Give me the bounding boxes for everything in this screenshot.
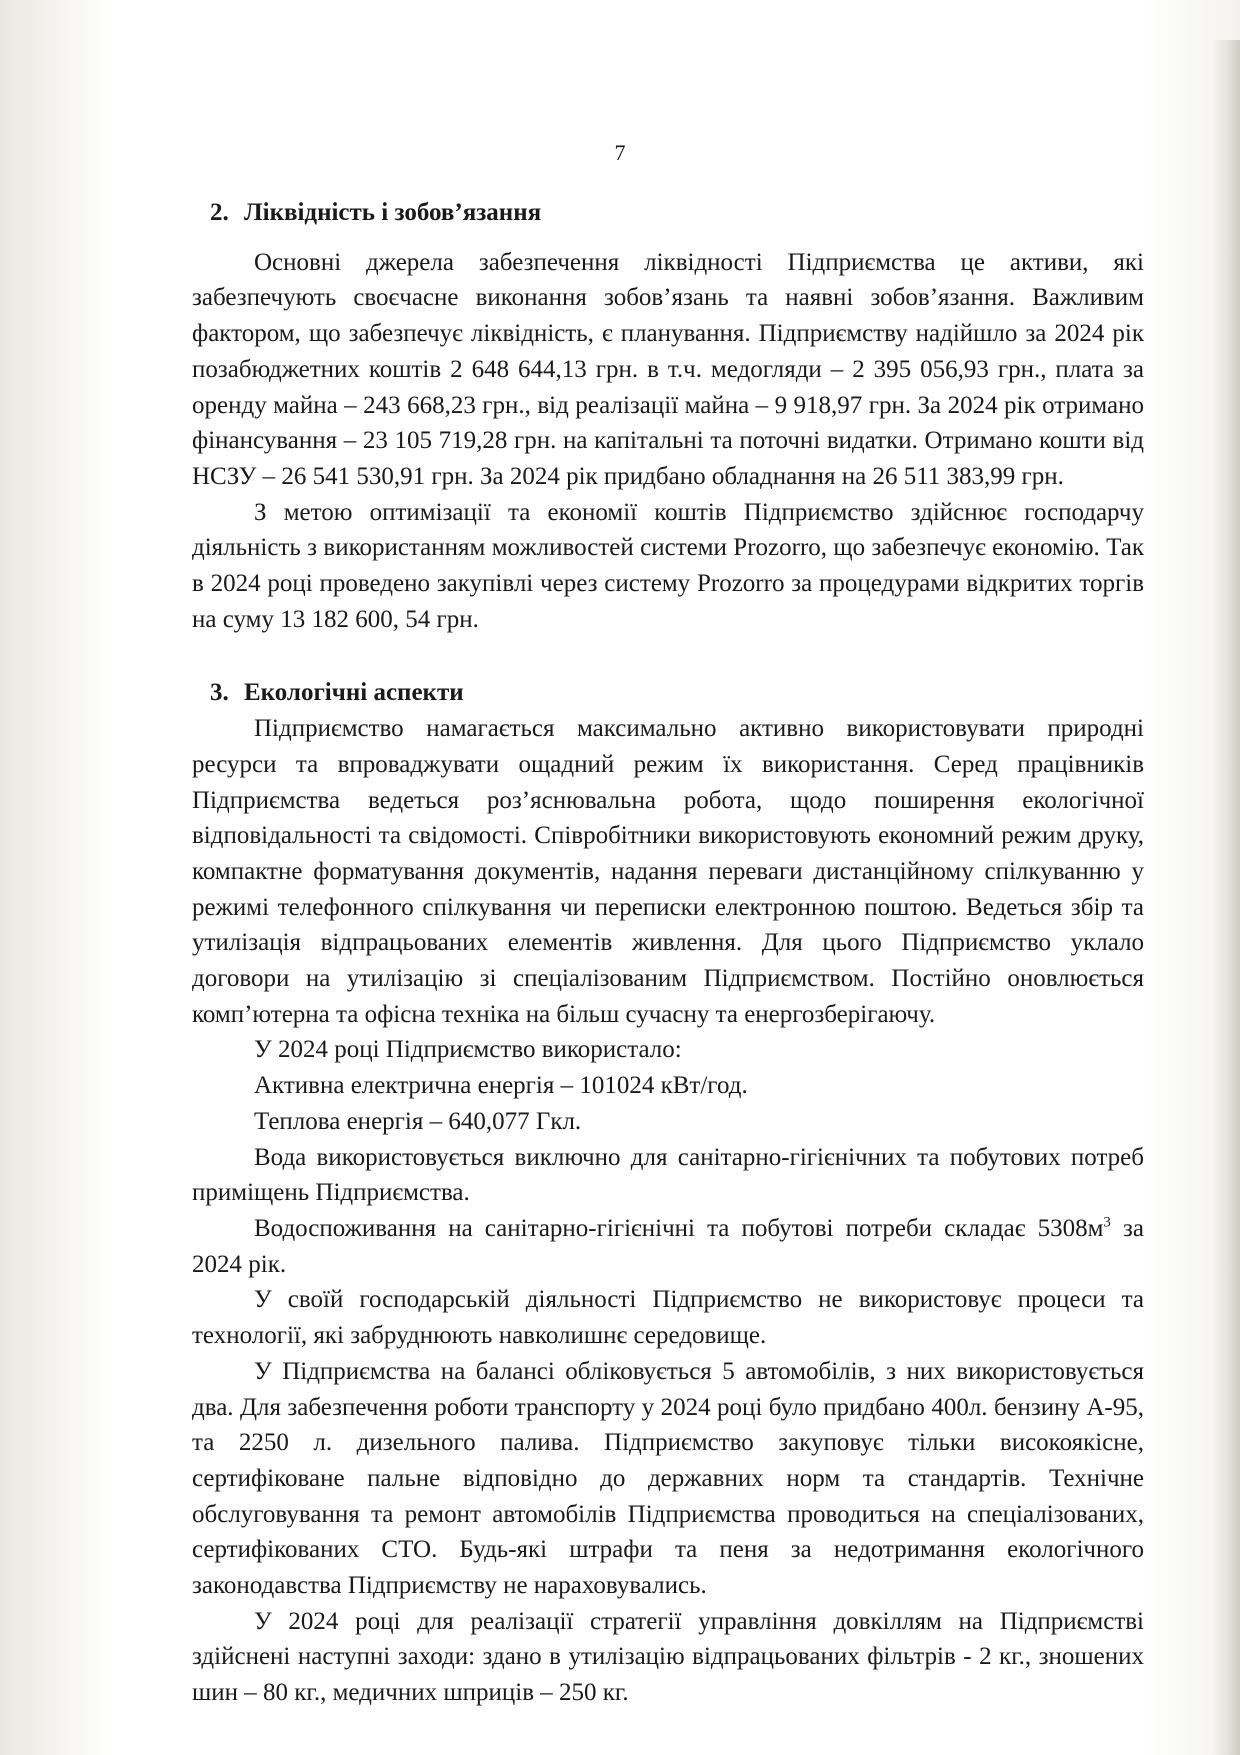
- section-3-number: 3.: [210, 679, 229, 707]
- document-body: [192, 195, 1144, 1711]
- water-consumption-text: Водоспоживання на санітарно-гігієнічні та побутові потреби складає 5308м: [254, 1214, 1104, 1242]
- cubic-superscript: 3: [1103, 1214, 1111, 1231]
- technology-paragraph: У своїй господарській діяльності Підприємство не використовує процеси та технології, які забруднюють навколишнє середовище.: [192, 1286, 1144, 1350]
- section-2-title: Ліквідність і зобов’язання: [244, 199, 542, 226]
- prozorro-paragraph: З метою оптимізації та економії коштів Підприємство здійснює господарчу діяльність з використанням можливостей системи Prozorro, що забезпечує економію. Так в 2024 році проведено закупівлі через систему Prozorro за процедурами відкритих торгів на суму 13 182 600, 54 грн.: [192, 498, 1144, 633]
- section-2-number: 2.: [210, 199, 229, 226]
- electric-energy-line: Активна електрична енергія – 101024 кВт/год.: [254, 1072, 748, 1100]
- water-usage-paragraph: Вода використовується виключно для санітарно-гігієнічних та побутових потреб приміщень Підприємства.: [192, 1143, 1144, 1207]
- section-3-heading: [192, 675, 1144, 711]
- heat-energy-line: Теплова енергія – 640,077 Гкл.: [254, 1107, 582, 1135]
- scan-shadow-right: [1212, 40, 1240, 1755]
- strategy-paragraph: У 2024 році для реалізації стратегії управління довкіллям на Підприємстві здійснені наступні заходи: здано в утилізацію відпрацьованих фільтрів - 2 кг., зношених шин – 80 кг., медичних шприців – 250 кг.: [192, 1607, 1144, 1707]
- water-consumption-paragraph: [192, 1211, 1144, 1282]
- water-consumption-period: за 2024 рік.: [192, 1214, 1144, 1278]
- vehicles-paragraph: У Підприємства на балансі обліковується 5 автомобілів, з них використовується два. Для забезпечення роботи транспорту у 2024 році було придбано 400л. бензину А-95, та 2250 л. дизельного палива. Підприємство закуповує тільки високоякісне, сертифіковане пальне відповідно до державних норм та стандартів. Технічне обслуговування та ремонт автомобілів Підприємства проводиться на спеціалізованих, сертифікованих СТО. Будь-які штрафи та пеня за недотримання екологічного законодавства Підприємству не нараховувались.: [192, 1357, 1144, 1600]
- section-3-title: Екологічні аспекти: [244, 679, 464, 707]
- page-number: 7: [614, 140, 626, 165]
- liquidity-paragraph: Основні джерела забезпечення ліквідності Підприємства це активи, які забезпечують своєчасне виконання зобов’язань та наявні зобов’язання. Важливим фактором, що забезпечує ліквідність, є планування. Підприємству надійшло за 2024 рік позабюджетних коштів 2 648 644,13 грн. в т.ч. медогляди – 2 395 056,93 грн., плата за оренду майна – 243 668,23 грн., від реалізації майна – 9 918,97 грн. За 2024 рік отримано фінансування – 23 105 719,28 грн. на капітальні та поточні видатки. Отримано кошти від НСЗУ – 26 541 530,91 грн. За 2024 рік придбано обладнання на 26 511 383,99 грн.: [192, 248, 1144, 490]
- resources-used-line: У 2024 році Підприємство використало:: [254, 1036, 682, 1064]
- section-2-heading: [192, 195, 1144, 231]
- ecology-paragraph: Підприємство намагається максимально активно використовувати природні ресурси та впроваджувати ощадний режим їх використання. Серед працівників Підприємства ведеться роз’яснювальна робота, щодо поширення екологічної відповідальності та свідомості. Співробітники використовують економний режим друку, компактне форматування документів, надання переваги дистанційному спілкуванню у режимі телефонного спілкування чи переписки електронною поштою. Ведеться збір та утилізація відпрацьованих елементів живлення. Для цього Підприємство уклало договори на утилізацію зі спеціалізованим Підприємством. Постійно оновлюється комп’ютерна та офісна техніка на більш сучасну та енергозберігаючу.: [192, 715, 1144, 1028]
- scan-shadow-left: [0, 0, 110, 1755]
